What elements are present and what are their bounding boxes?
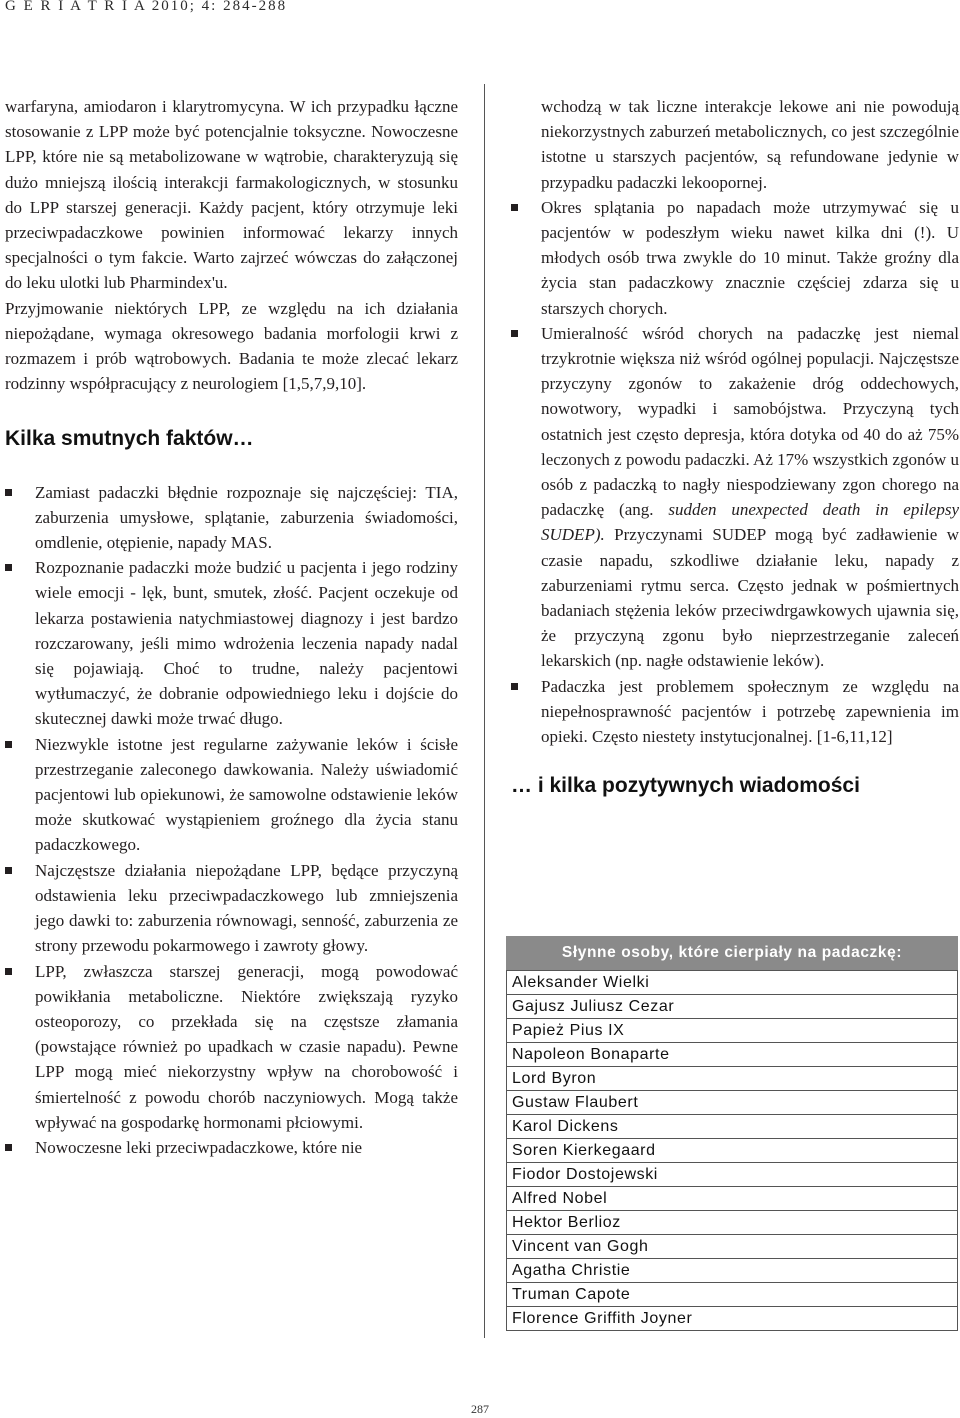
- table-row: Gustaw Flaubert: [507, 1090, 957, 1114]
- journal-citation: 2010; 4: 284-288: [151, 0, 288, 14]
- section-heading-positive-news: … i kilka pozytywnych wiadomości: [511, 774, 860, 798]
- running-header: [5, 0, 287, 15]
- table-row: Hektor Berlioz: [507, 1210, 957, 1234]
- table-row: Aleksander Wielki: [507, 970, 957, 994]
- column-divider: [484, 84, 485, 1338]
- right-column: [511, 94, 959, 798]
- table-row: Truman Capote: [507, 1282, 957, 1306]
- table-row: Alfred Nobel: [507, 1186, 957, 1210]
- page-number: 287: [471, 1402, 489, 1416]
- table-row: Florence Griffith Joyner: [507, 1306, 957, 1330]
- square-bullet-icon: [5, 968, 12, 975]
- continued-list-text: wchodzą w tak liczne interakcje lekowe ani nie powodują niekorzystnych zaburzeń metabolicznych, co jest szczególnie istotne u starszych pacjentów, są refundowane jedynie w przypadku padaczki lekoopornej.: [541, 97, 959, 192]
- list-item: [5, 555, 458, 731]
- monitoring-paragraph: [5, 296, 458, 397]
- table-title: Słynne osoby, które cierpiały na padaczkę:: [506, 936, 958, 970]
- list-item: [5, 732, 458, 858]
- list-item: [5, 858, 458, 959]
- list-item-text: Umieralność wśród chorych na padaczkę jest niemal trzykrotnie większa niż wśród ogólnej populacji. Najczęstsze przyczyny zgonów to zakażenie dróg oddechowych, nowotwory, wypadki i samobójstwa. Przyczyną tych ostatnich jest często depresja, która dotyka od 40 do aż 75% leczonych z powodu padaczki. Aż 17% wszystkich zgonów u osób z padaczką to nagły niespodziewany zgon chorego na padaczkę (ang.: [541, 323, 959, 520]
- list-item-text: Rozpoznanie padaczki może budzić u pacjenta i jego rodziny wiele emocji - lęk, bunt, smutek, złość. Pacjent oczekuje od lekarza postawienia natychmiastowej diagnozy i jest bardzo rozczarowany, jeśli mimo wdrożenia leczenia napady nadal się pojawiają. Choć to trudne, należy pacjentowi wytłumaczyć, że dobranie odpowiedniego leku i dojście do skutecznej dawki może trwać długo.: [35, 558, 458, 729]
- list-item: [511, 195, 959, 321]
- famous-people-table: [506, 936, 958, 1331]
- left-column: [5, 94, 458, 1160]
- table-body: [506, 970, 958, 1331]
- list-item: [511, 321, 959, 674]
- facts-list-continued: [511, 195, 959, 749]
- square-bullet-icon: [511, 330, 518, 337]
- list-item: [511, 674, 959, 750]
- list-item-text: Okres splątania po napadach może utrzymywać się u pacjentów w podeszłym wieku nawet kilka dni (!). U młodych osób trwa zwykle do 10 minut. Także groźny dla życia stan padaczkowy znacznie częściej zdarza się u starszych chorych.: [541, 197, 959, 318]
- section-heading-sad-facts: Kilka smutnych faktów…: [5, 427, 254, 451]
- paragraph-text: Przyjmowanie niektórych LPP, ze względu na ich działania niepożądane, wymaga okresowego badania morfologii krwi z rozmazem i prób wątrobowych.: [5, 298, 458, 369]
- square-bullet-icon: [5, 1144, 12, 1151]
- table-row: Gajusz Juliusz Cezar: [507, 994, 957, 1018]
- list-item: [5, 959, 458, 1135]
- square-bullet-icon: [511, 683, 518, 690]
- table-row: Vincent van Gogh: [507, 1234, 957, 1258]
- italic-term: sudden unexpected death in epilepsy SUDEP).: [541, 500, 960, 545]
- paragraph-text: Każdy pacjent, który otrzymuje leki przeciwpadaczkowe powinien informować lekarzy innych specjalności o tym fakcie.: [5, 197, 458, 268]
- list-item-text: Padaczka jest problemem społecznym ze względu na niepełnosprawność pacjentów i potrzebę zapewnienia im opieki. Często niestety instytucjonalnej. [1-6,11,12]: [541, 676, 959, 747]
- list-item: [5, 1135, 458, 1160]
- square-bullet-icon: [5, 489, 12, 496]
- table-row: Napoleon Bonaparte: [507, 1042, 957, 1066]
- list-item-text: Najczęstsze działania niepożądane LPP, będące przyczyną odstawienia leku przeciwpadaczkowego lub zmniejszenia jego dawki to: zaburzenia równowagi, senność, zaburzenia ze strony przewodu pokarmowego i zawroty głowy.: [35, 860, 458, 956]
- list-item-text: Niezwykle istotne jest regularne zażywanie leków i ścisłe przestrzeganie zaleconego dawkowania. Należy uświadomić pacjentowi lub opiekunowi, że samowolne odstawienie leków może skutkować wystąpieniem groźnego dla życia stanu padaczkowego.: [35, 734, 458, 855]
- list-item-text: Przyczynami SUDEP mogą być zadławienie w czasie napadu, szkodliwe działanie leku, napady z zaburzeniami rytmu serca. Często jednak w pośmiertnych badaniach stężenia leków przeciwdrgawkowych ujawnia się, że przyczyną zgonu było nieprzestrzeganie zaleceń lekarskich (np. nagłe odstawienie leków).: [541, 525, 959, 671]
- table-row: Karol Dickens: [507, 1114, 957, 1138]
- square-bullet-icon: [511, 204, 518, 211]
- intro-paragraph: [5, 94, 458, 296]
- table-row: Papież Pius IX: [507, 1018, 957, 1042]
- square-bullet-icon: [5, 564, 12, 571]
- square-bullet-icon: [5, 867, 12, 874]
- paragraph-text: Badania te może zlecać lekarz rodzinny współpracujący z neurologiem [1,5,7,9,10].: [5, 349, 459, 394]
- table-row: Soren Kierkegaard: [507, 1138, 957, 1162]
- table-row: Lord Byron: [507, 1066, 957, 1090]
- journal-name: G E R I A T R I A: [5, 0, 146, 14]
- paragraph-text: warfaryna, amiodaron i klarytromycyna. W ich przypadku łączne stosowanie z LPP może być potencjalnie toksyczne. Nowoczesne LPP, które nie są metabolizowane w wątrobie, charakteryzują się dużo mniejszą ilością interakcji farmakologicznych, w stosunku do LPP starszej generacji.: [5, 97, 458, 217]
- table-row: Agatha Christie: [507, 1258, 957, 1282]
- paragraph-text: Warto zajrzeć wówczas do załączonej do leku ulotki lub Pharmindex'u.: [5, 248, 458, 293]
- square-bullet-icon: [5, 741, 12, 748]
- list-item: [5, 480, 458, 556]
- list-item-text: LPP, zwłaszcza starszej generacji, mogą powodować powikłania metaboliczne. Niektóre zwiększają ryzyko osteoporozy, co przekłada się na częstsze złamania (powstające również po upadkach w czasie napadu). Pewne LPP mogą mieć niekorzystny wpływ na chorobowość i śmiertelność z powodu chorób naczyniowych. Mogą także wpływać na gospodarkę hormonami płciowymi.: [35, 961, 458, 1132]
- list-item-text: Zamiast padaczki błędnie rozpoznaje się najczęściej: TIA, zaburzenia umysłowe, splątanie, zaburzenia świadomości, omdlenie, otępienie, napady MAS.: [35, 482, 458, 553]
- table-row: Fiodor Dostojewski: [507, 1162, 957, 1186]
- list-item-text: Nowoczesne leki przeciwpadaczkowe, które nie: [35, 1137, 363, 1157]
- sad-facts-list: [5, 480, 458, 1160]
